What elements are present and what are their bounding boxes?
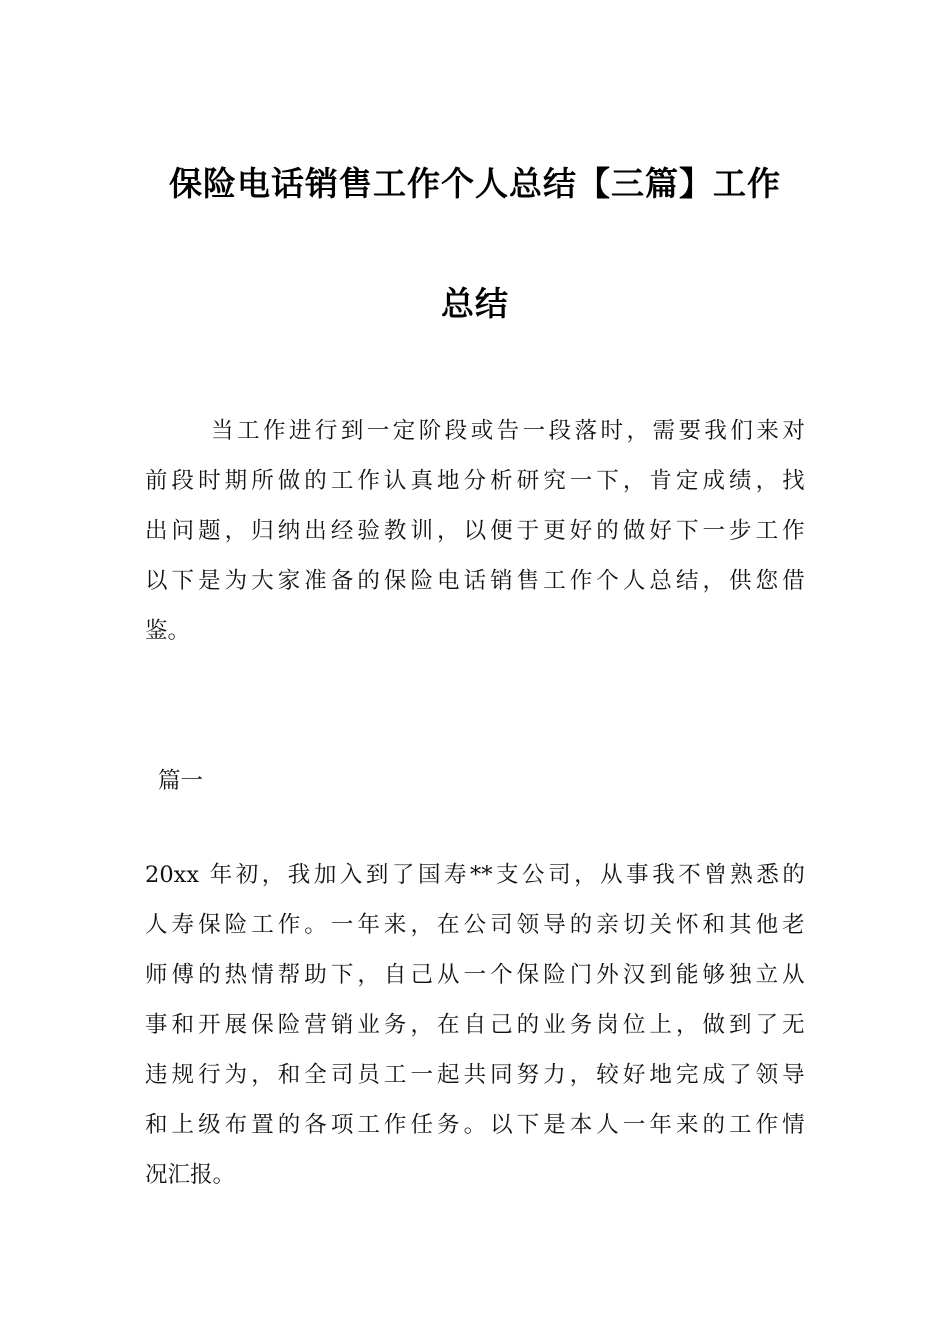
text-glyph: 共 — [463, 1062, 487, 1088]
text-glyph: 工 — [236, 418, 260, 444]
text-glyph: 的 — [198, 962, 221, 988]
text-glyph: 以 — [145, 568, 168, 594]
text-glyph: 归 — [251, 518, 274, 544]
intro-line — [145, 506, 805, 556]
text-glyph: 准 — [304, 568, 327, 594]
text-glyph: 各 — [304, 1112, 327, 1138]
text-glyph: 一 — [522, 418, 546, 444]
text-glyph: 务 — [383, 1012, 407, 1038]
text-glyph: 的 — [782, 862, 805, 888]
text-glyph: ， — [622, 468, 646, 494]
text-glyph: 怀 — [675, 912, 699, 938]
text-glyph: 定 — [392, 418, 416, 444]
text-glyph: 家 — [277, 568, 301, 594]
text-glyph: 阶 — [418, 418, 442, 444]
text-glyph: 好 — [622, 1062, 646, 1088]
text-glyph: 关 — [649, 912, 672, 938]
text-glyph: 业 — [543, 1012, 566, 1038]
text-glyph: 险 — [224, 912, 248, 938]
text-glyph: 在 — [437, 1012, 460, 1038]
text-glyph: ， — [626, 418, 650, 444]
text-glyph: 作 — [383, 1112, 407, 1138]
text-glyph: 寿 — [171, 912, 195, 938]
intro-line — [145, 456, 805, 506]
paragraph-line — [145, 1100, 805, 1150]
text-glyph: 为 — [224, 1062, 248, 1088]
text-glyph: 人 — [596, 1112, 619, 1138]
text-glyph: 一 — [463, 962, 487, 988]
text-glyph: 工 — [755, 518, 779, 544]
section-one-paragraph — [145, 850, 805, 1200]
text-glyph: 保 — [198, 912, 221, 938]
text-glyph: 的 — [596, 518, 619, 544]
text-glyph: 立 — [755, 962, 779, 988]
text-glyph: 所 — [251, 468, 274, 494]
text-glyph: ** — [470, 862, 493, 888]
text-glyph: 展 — [224, 1012, 248, 1038]
text-glyph: 从 — [437, 962, 460, 988]
text-glyph: 便 — [490, 518, 513, 544]
text-glyph: 全 — [304, 1062, 327, 1088]
text-glyph: 其 — [729, 912, 752, 938]
text-glyph: 究 — [543, 468, 566, 494]
text-glyph: 。 — [212, 1162, 236, 1188]
text-glyph: 保 — [383, 568, 407, 594]
text-glyph: 地 — [649, 1062, 672, 1088]
text-glyph: 上 — [649, 1012, 672, 1038]
text-glyph: 的 — [357, 568, 380, 594]
text-glyph: 落 — [574, 418, 598, 444]
text-glyph: 司 — [548, 862, 571, 888]
text-glyph: 来 — [756, 418, 779, 444]
text-glyph: 和 — [145, 1112, 168, 1138]
text-glyph: 切 — [622, 912, 646, 938]
text-glyph: 话 — [463, 568, 487, 594]
text-glyph: 个 — [490, 962, 513, 988]
text-glyph: 的 — [702, 1112, 725, 1138]
text-glyph: 析 — [490, 468, 513, 494]
text-glyph: 情 — [251, 962, 274, 988]
text-glyph: 无 — [782, 1012, 805, 1038]
text-glyph: 人 — [622, 568, 646, 594]
text-glyph: 工 — [330, 468, 354, 494]
text-glyph: ， — [410, 912, 433, 938]
text-glyph: 事 — [145, 1012, 168, 1038]
document-title-line-2: 总结 — [441, 284, 509, 323]
text-glyph: 个 — [596, 568, 619, 594]
text-glyph: 员 — [357, 1062, 380, 1088]
text-glyph: 作 — [782, 518, 805, 544]
text-glyph: ， — [251, 1062, 274, 1088]
text-glyph: 位 — [622, 1012, 646, 1038]
text-glyph: 认 — [383, 468, 407, 494]
text-glyph: 寿 — [443, 862, 467, 888]
text-glyph: 较 — [596, 1062, 619, 1088]
text-glyph: 一 — [366, 418, 390, 444]
text-glyph: 期 — [224, 468, 248, 494]
text-glyph: 工 — [251, 912, 274, 938]
text-glyph: 作 — [357, 468, 380, 494]
text-glyph: 来 — [383, 912, 407, 938]
text-glyph: 了 — [391, 862, 415, 888]
text-glyph: 行 — [314, 418, 338, 444]
text-glyph: 您 — [755, 568, 779, 594]
text-glyph: 保 — [516, 962, 540, 988]
text-glyph: 上 — [171, 1112, 195, 1138]
text-glyph: 鉴 — [145, 618, 168, 644]
text-glyph: 在 — [437, 912, 460, 938]
text-glyph: 傅 — [171, 962, 195, 988]
text-glyph: 务 — [437, 1112, 460, 1138]
text-glyph: 当 — [211, 418, 234, 444]
text-glyph: 年 — [649, 1112, 672, 1138]
text-glyph: 成 — [702, 468, 725, 494]
text-glyph: 教 — [383, 518, 407, 544]
paragraph-line — [145, 1050, 805, 1100]
text-glyph: 下 — [330, 962, 354, 988]
text-glyph: 己 — [490, 1012, 513, 1038]
text-glyph: 一 — [410, 1062, 433, 1088]
text-glyph: 下 — [596, 468, 619, 494]
text-glyph: 来 — [675, 1112, 699, 1138]
text-glyph: 他 — [755, 912, 779, 938]
text-glyph: 段 — [548, 418, 572, 444]
text-glyph: ， — [569, 1062, 593, 1088]
text-glyph: 支 — [496, 862, 519, 888]
text-glyph: 前 — [145, 468, 168, 494]
intro-line — [145, 406, 805, 456]
text-glyph: 悉 — [756, 862, 779, 888]
text-glyph: 到 — [729, 1012, 752, 1038]
text-glyph: 公 — [522, 862, 545, 888]
text-glyph: 努 — [516, 1062, 540, 1088]
text-glyph: 销 — [490, 568, 513, 594]
text-glyph: 20xx — [145, 862, 207, 888]
text-glyph: 下 — [516, 1112, 540, 1138]
text-glyph: 险 — [543, 962, 566, 988]
text-glyph: 自 — [383, 962, 407, 988]
text-glyph: 任 — [410, 1112, 433, 1138]
text-glyph: 工 — [383, 1062, 407, 1088]
text-glyph: 于 — [516, 518, 540, 544]
text-glyph: 时 — [198, 468, 221, 494]
intro-line — [145, 606, 805, 656]
paragraph-line — [145, 900, 805, 950]
text-glyph: 业 — [357, 1012, 380, 1038]
text-glyph: ， — [224, 518, 248, 544]
text-glyph: 。 — [167, 618, 191, 644]
text-glyph: 做 — [277, 468, 301, 494]
text-glyph: 违 — [145, 1062, 168, 1088]
text-glyph: 好 — [649, 518, 672, 544]
text-glyph: 能 — [675, 962, 699, 988]
text-glyph: 作 — [569, 568, 593, 594]
text-glyph: 经 — [330, 518, 354, 544]
text-glyph: 定 — [675, 468, 699, 494]
text-glyph: 要 — [678, 418, 701, 444]
text-glyph: 亲 — [596, 912, 619, 938]
text-glyph: 售 — [516, 568, 540, 594]
text-glyph: 营 — [304, 1012, 327, 1038]
text-glyph: 成 — [702, 1062, 725, 1088]
text-glyph: 曾 — [704, 862, 727, 888]
text-glyph: 加 — [313, 862, 337, 888]
text-glyph: 我 — [704, 418, 727, 444]
text-glyph: 地 — [437, 468, 460, 494]
text-glyph: 年 — [357, 912, 380, 938]
text-glyph: 置 — [251, 1112, 274, 1138]
text-glyph: 国 — [417, 862, 441, 888]
text-glyph: 险 — [410, 568, 433, 594]
text-glyph: 以 — [463, 518, 487, 544]
text-glyph: 。 — [304, 912, 327, 938]
text-glyph: ， — [702, 568, 725, 594]
text-glyph: 分 — [463, 468, 487, 494]
text-glyph: 我 — [287, 862, 311, 888]
text-glyph: ， — [574, 862, 597, 888]
paragraph-line — [145, 950, 805, 1000]
text-glyph: 本 — [569, 1112, 593, 1138]
text-glyph: 一 — [702, 518, 725, 544]
text-glyph: 需 — [652, 418, 675, 444]
text-glyph: 的 — [304, 468, 327, 494]
text-glyph: 帮 — [277, 962, 301, 988]
text-glyph: 布 — [224, 1112, 248, 1138]
text-glyph: 项 — [330, 1112, 354, 1138]
text-glyph: 保 — [251, 1012, 274, 1038]
text-glyph: 做 — [622, 518, 646, 544]
text-glyph: 步 — [729, 518, 752, 544]
text-glyph: 熟 — [730, 862, 753, 888]
text-glyph: 和 — [171, 1012, 195, 1038]
text-glyph: 领 — [755, 1062, 779, 1088]
text-glyph: 热 — [224, 962, 248, 988]
text-glyph: 时 — [600, 418, 624, 444]
text-glyph: 下 — [675, 518, 699, 544]
text-glyph: 找 — [782, 468, 805, 494]
text-glyph: 师 — [145, 962, 168, 988]
text-glyph: 险 — [277, 1012, 301, 1038]
text-glyph: 做 — [702, 1012, 725, 1038]
text-glyph: ， — [675, 1012, 699, 1038]
text-glyph: ， — [357, 962, 380, 988]
text-glyph: 情 — [782, 1112, 805, 1138]
text-glyph: 初 — [235, 862, 259, 888]
text-glyph: 下 — [171, 568, 195, 594]
text-glyph: 同 — [490, 1062, 513, 1088]
text-glyph: 级 — [198, 1112, 221, 1138]
text-glyph: 况 — [145, 1162, 168, 1188]
text-glyph: 好 — [569, 518, 593, 544]
text-glyph: 了 — [755, 1012, 779, 1038]
text-glyph: 自 — [463, 1012, 487, 1038]
text-glyph: 不 — [678, 862, 701, 888]
text-glyph: 公 — [463, 912, 487, 938]
text-glyph: 的 — [569, 912, 593, 938]
text-glyph: ， — [755, 468, 779, 494]
text-glyph: 作 — [277, 912, 301, 938]
text-glyph: 进 — [288, 418, 312, 444]
text-glyph: 老 — [782, 912, 805, 938]
paragraph-line — [145, 1150, 805, 1200]
text-glyph: 门 — [569, 962, 593, 988]
text-glyph: 纳 — [277, 518, 301, 544]
text-glyph: 导 — [782, 1062, 805, 1088]
paragraph-line — [145, 850, 805, 900]
text-glyph: 为 — [224, 568, 248, 594]
text-glyph: 真 — [410, 468, 433, 494]
text-glyph: 岗 — [596, 1012, 619, 1038]
text-glyph: 告 — [496, 418, 520, 444]
text-glyph: 题 — [198, 518, 221, 544]
text-glyph: 起 — [437, 1062, 460, 1088]
text-glyph: 备 — [330, 568, 354, 594]
text-glyph: 从 — [782, 962, 805, 988]
text-glyph: 出 — [304, 518, 327, 544]
text-glyph: 出 — [145, 518, 168, 544]
text-glyph: 到 — [340, 418, 364, 444]
text-glyph: 的 — [277, 1112, 301, 1138]
text-glyph: 大 — [251, 568, 274, 594]
text-glyph: 己 — [410, 962, 433, 988]
text-glyph: 研 — [516, 468, 540, 494]
text-glyph: 肯 — [649, 468, 672, 494]
text-glyph: 汉 — [622, 962, 646, 988]
text-glyph: 务 — [569, 1012, 593, 1038]
text-glyph: 结 — [675, 568, 699, 594]
text-glyph: 行 — [198, 1062, 221, 1088]
text-glyph: ， — [410, 1012, 433, 1038]
text-glyph: 力 — [543, 1062, 566, 1088]
intro-line — [145, 556, 805, 606]
text-glyph: 司 — [330, 1062, 354, 1088]
text-glyph: 人 — [145, 912, 168, 938]
text-glyph: 是 — [198, 568, 221, 594]
text-glyph: 们 — [730, 418, 753, 444]
text-glyph: 。 — [463, 1112, 487, 1138]
text-glyph: 独 — [729, 962, 752, 988]
text-glyph: 供 — [729, 568, 752, 594]
text-glyph: ， — [437, 518, 460, 544]
text-glyph: 完 — [675, 1062, 699, 1088]
text-glyph: 作 — [262, 418, 286, 444]
text-glyph: 对 — [782, 418, 805, 444]
text-glyph: 了 — [729, 1062, 752, 1088]
text-glyph: 工 — [357, 1112, 380, 1138]
text-glyph: 司 — [490, 912, 513, 938]
text-glyph: 问 — [171, 518, 195, 544]
text-glyph: ， — [261, 862, 285, 888]
text-glyph: 年 — [209, 862, 233, 888]
text-glyph: 工 — [543, 568, 566, 594]
text-glyph: 或 — [470, 418, 494, 444]
text-glyph: 段 — [171, 468, 195, 494]
text-glyph: 更 — [543, 518, 566, 544]
text-glyph: 助 — [304, 962, 327, 988]
text-glyph: 外 — [596, 962, 619, 988]
section-heading: 篇一 — [158, 768, 204, 794]
text-glyph: 训 — [410, 518, 433, 544]
text-glyph: 和 — [702, 912, 725, 938]
document-title-line-1: 保险电话销售工作个人总结【三篇】工作 — [169, 164, 781, 203]
text-glyph: 规 — [171, 1062, 195, 1088]
text-glyph: 领 — [516, 912, 540, 938]
text-glyph: 绩 — [729, 468, 752, 494]
text-glyph: 工 — [729, 1112, 752, 1138]
text-glyph: 是 — [543, 1112, 566, 1138]
text-glyph: 开 — [198, 1012, 221, 1038]
text-glyph: 作 — [755, 1112, 779, 1138]
text-glyph: 我 — [652, 862, 675, 888]
text-glyph: 以 — [490, 1112, 513, 1138]
text-glyph: 入 — [339, 862, 363, 888]
text-glyph: 导 — [543, 912, 566, 938]
text-glyph: 借 — [782, 568, 805, 594]
paragraph-line — [145, 1000, 805, 1050]
text-glyph: 汇 — [167, 1162, 191, 1188]
text-glyph: 一 — [330, 912, 354, 938]
text-glyph: 和 — [277, 1062, 301, 1088]
text-glyph: 到 — [649, 962, 672, 988]
text-glyph: 够 — [702, 962, 725, 988]
text-glyph: 电 — [437, 568, 460, 594]
text-glyph: 一 — [622, 1112, 646, 1138]
text-glyph: 的 — [516, 1012, 540, 1038]
text-glyph: 销 — [330, 1012, 354, 1038]
text-glyph: 验 — [357, 518, 380, 544]
text-glyph: 总 — [649, 568, 672, 594]
text-glyph: 事 — [626, 862, 649, 888]
text-glyph: 从 — [600, 862, 623, 888]
text-glyph: 到 — [365, 862, 389, 888]
text-glyph: 段 — [444, 418, 468, 444]
text-glyph: 报 — [190, 1162, 213, 1188]
intro-paragraph — [145, 406, 805, 656]
text-glyph: 一 — [569, 468, 593, 494]
